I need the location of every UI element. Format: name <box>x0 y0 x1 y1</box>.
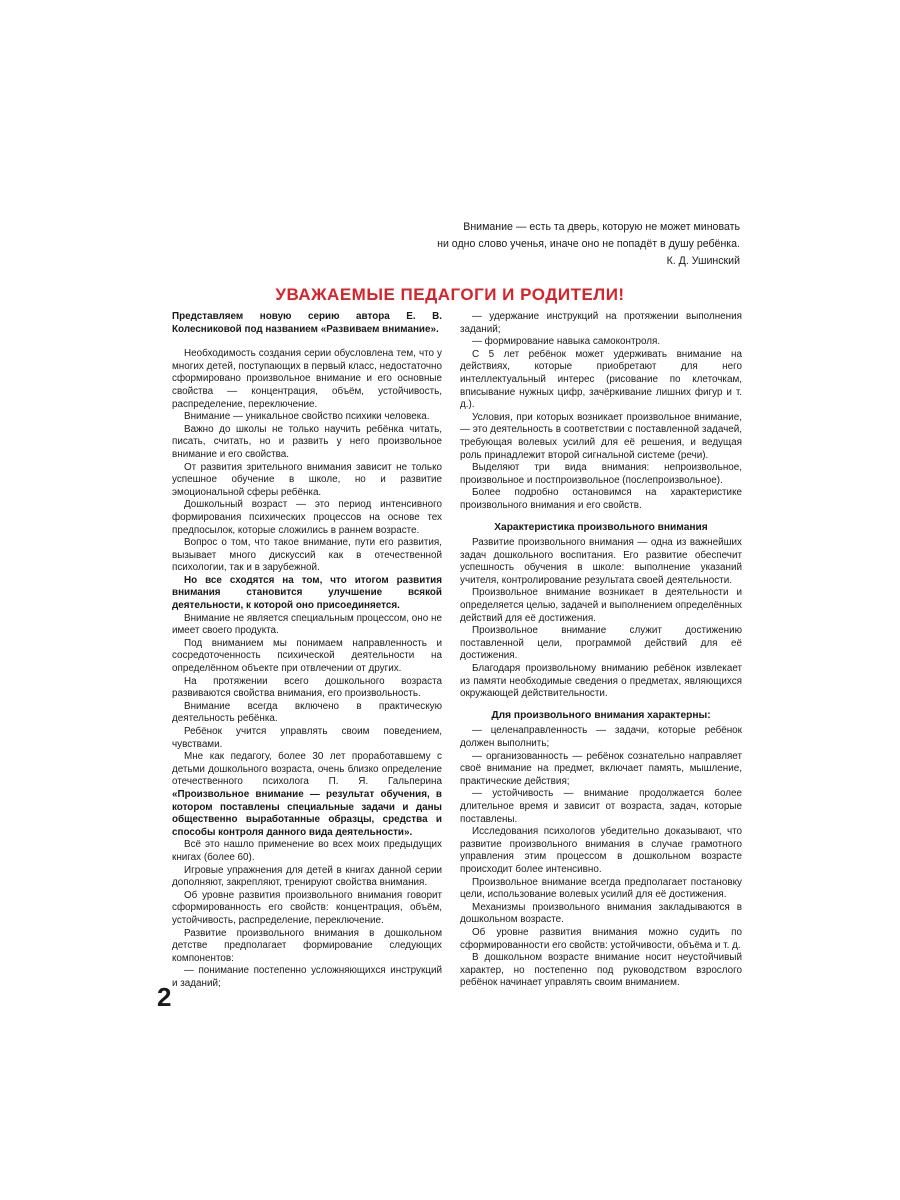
paragraph: С 5 лет ребёнок может удерживать внимание на действиях, которые приобретают для него интеллектуальный интерес (рисование по клеточкам, вписывание нужных цифр, зачёркивание лишних фигур и т. д.). <box>460 348 742 411</box>
paragraph: Развитие произвольного внимания в дошкольном детстве предполагает формирование следующих компонентов: <box>172 927 442 964</box>
list-item: — удержание инструкций на протяжении выполнения заданий; <box>460 311 742 335</box>
quote-paragraph <box>172 751 442 839</box>
left-column <box>172 311 442 990</box>
epigraph-line-1: Внимание — есть та дверь, которую не может миновать <box>463 221 740 233</box>
paragraph: Произвольное внимание возникает в деятельности и определяется целью, задачей и выполнением определённых действий для её достижения. <box>460 587 742 624</box>
paragraph: Механизмы произвольного внимания закладываются в дошкольном возрасте. <box>460 901 742 926</box>
paragraph: Игровые упражнения для детей в книгах данной серии дополняют, закрепляют, тренируют свойства внимания. <box>172 864 442 889</box>
paragraph: Развитие произвольного внимания — одна из важнейших задач дошкольного воспитания. Его развитие обеспечит успешность обучения в школе: выполнение указаний учителя, контролирование результата своей деятельности. <box>460 537 742 586</box>
paragraph: Важно до школы не только научить ребёнка читать, писать, считать, но и развить у него произвольное внимание и его свойства. <box>172 423 442 460</box>
epigraph <box>320 219 740 270</box>
paragraph: Дошкольный возраст — это период интенсивного формирования психических процессов на основе тех предпосылок, которые сложились в раннем возрасте. <box>172 499 442 536</box>
paragraph: Под вниманием мы понимаем направленность и сосредоточенность психической деятельности на определённом объекте при отвлечении от других. <box>172 637 442 675</box>
paragraph: Вопрос о том, что такое внимание, пути его развития, вызывает много дискуссий как в отечественной психологии, так и в зарубежной. <box>172 537 442 574</box>
page-heading: УВАЖАЕМЫЕ ПЕДАГОГИ И РОДИТЕЛИ! <box>275 285 625 304</box>
section-heading: Характеристика произвольного внимания <box>494 521 708 533</box>
paragraph: Произвольное внимание всегда предполагает постановку цели, использование волевых усилий для её достижения. <box>460 876 742 901</box>
paragraph: Необходимость создания серии обусловлена тем, что у многих детей, поступающих в первый класс, недостаточно сформировано произвольное внимание и его основные свойства — концентрация, объём, устойчивость, распределение, переключение. <box>172 348 442 410</box>
epigraph-line-2: ни одно слово ученья, иначе оно не попадёт в душу ребёнка. <box>437 238 740 250</box>
paragraph: Ребёнок учится управлять своим поведением, чувствами. <box>172 726 442 750</box>
paragraph: На протяжении всего дошкольного возраста развиваются свойства внимания, его произвольность. <box>172 675 442 700</box>
paragraph: Внимание всегда включено в практическую деятельность ребёнка. <box>172 700 442 725</box>
paragraph: Более подробно остановимся на характеристике произвольного внимания и его свойств. <box>460 487 742 511</box>
paragraph: Благодаря произвольному вниманию ребёнок извлекает из памяти необходимые сведения о предметах, являющихся окружающей действительности. <box>460 663 742 700</box>
right-column <box>460 311 742 990</box>
paragraph: Об уровне развития внимания можно судить по сформированности его свойств: устойчивости, объёма и т. д. <box>460 926 742 951</box>
paragraph: Произвольное внимание служит достижению поставленной цели, программой действий для её достижения. <box>460 625 742 662</box>
paragraph: Внимание — уникальное свойство психики человека. <box>184 411 430 423</box>
bold-paragraph: Но все сходятся на том, что итогом развития внимания становится улучшение всякой деятельности, к которой оно присоединяется. <box>172 574 442 612</box>
quote-intro: Мне как педагогу, более 30 лет проработавшему с детьми дошкольного возраста, очень близко определение отечественного психолога П. Я. Гальперина <box>172 751 442 788</box>
paragraph: Выделяют три вида внимания: непроизвольное, произвольное и постпроизвольное (послепроизвольное). <box>460 462 742 486</box>
section-heading: Для произвольного внимания характерны: <box>491 709 711 721</box>
list-item: — целенаправленность — задачи, которые ребёнок должен выполнить; <box>460 725 742 749</box>
paragraph: В дошкольном возрасте внимание носит неустойчивый характер, но постепенно под руководством взрослого ребёнок начинает управлять своим вниманием. <box>460 952 742 989</box>
list-item: — устойчивость — внимание продолжается более длительное время и зависит от возраста, задач, которые поставлены. <box>460 788 742 825</box>
paragraph: Всё это нашло применение во всех моих предыдущих книгах (более 60). <box>172 839 442 863</box>
paragraph: Внимание не является специальным процессом, оно не имеет своего продукта. <box>172 612 442 637</box>
paragraph: Исследования психологов убедительно доказывают, что развитие произвольного внимания в случае грамотного управления этим процессом в дошкольном возрасте происходит более интенсивно. <box>460 826 742 875</box>
list-item: — формирование навыка самоконтроля. <box>472 336 661 348</box>
page-number: 2 <box>157 982 172 1012</box>
epigraph-author: К. Д. Ушинский <box>666 255 740 267</box>
paragraph: Об уровне развития произвольного внимания говорит сформированность его свойств: концентрация, объём, устойчивость, распределение, переключение. <box>172 889 442 926</box>
paragraph: Условия, при которых возникает произвольное внимание, — это деятельность в соответствии с поставленной задачей, требующая волевых усилий для её решения, и ведущая роль принадлежит второй сигнальной системе (речи). <box>460 411 742 461</box>
list-item: — организованность — ребёнок сознательно направляет своё внимание на предмет, включает память, мышление, практические действия; <box>460 750 742 787</box>
paragraph: От развития зрительного внимания зависит не только успешное обучение в школе, но и развитие эмоциональной сферы ребёнка. <box>172 461 442 498</box>
intro-paragraph: Представляем новую серию автора Е. В. Колесниковой под названием «Развиваем внимание». <box>172 311 442 335</box>
galperin-quote: «Произвольное внимание — результат обучения, в котором поставлены специальные задачи и даны общественно выработанные образцы, средства и способы контроля данного вида деятельности». <box>172 788 442 838</box>
list-item: — понимание постепенно усложняющихся инструкций и заданий; <box>172 965 442 989</box>
